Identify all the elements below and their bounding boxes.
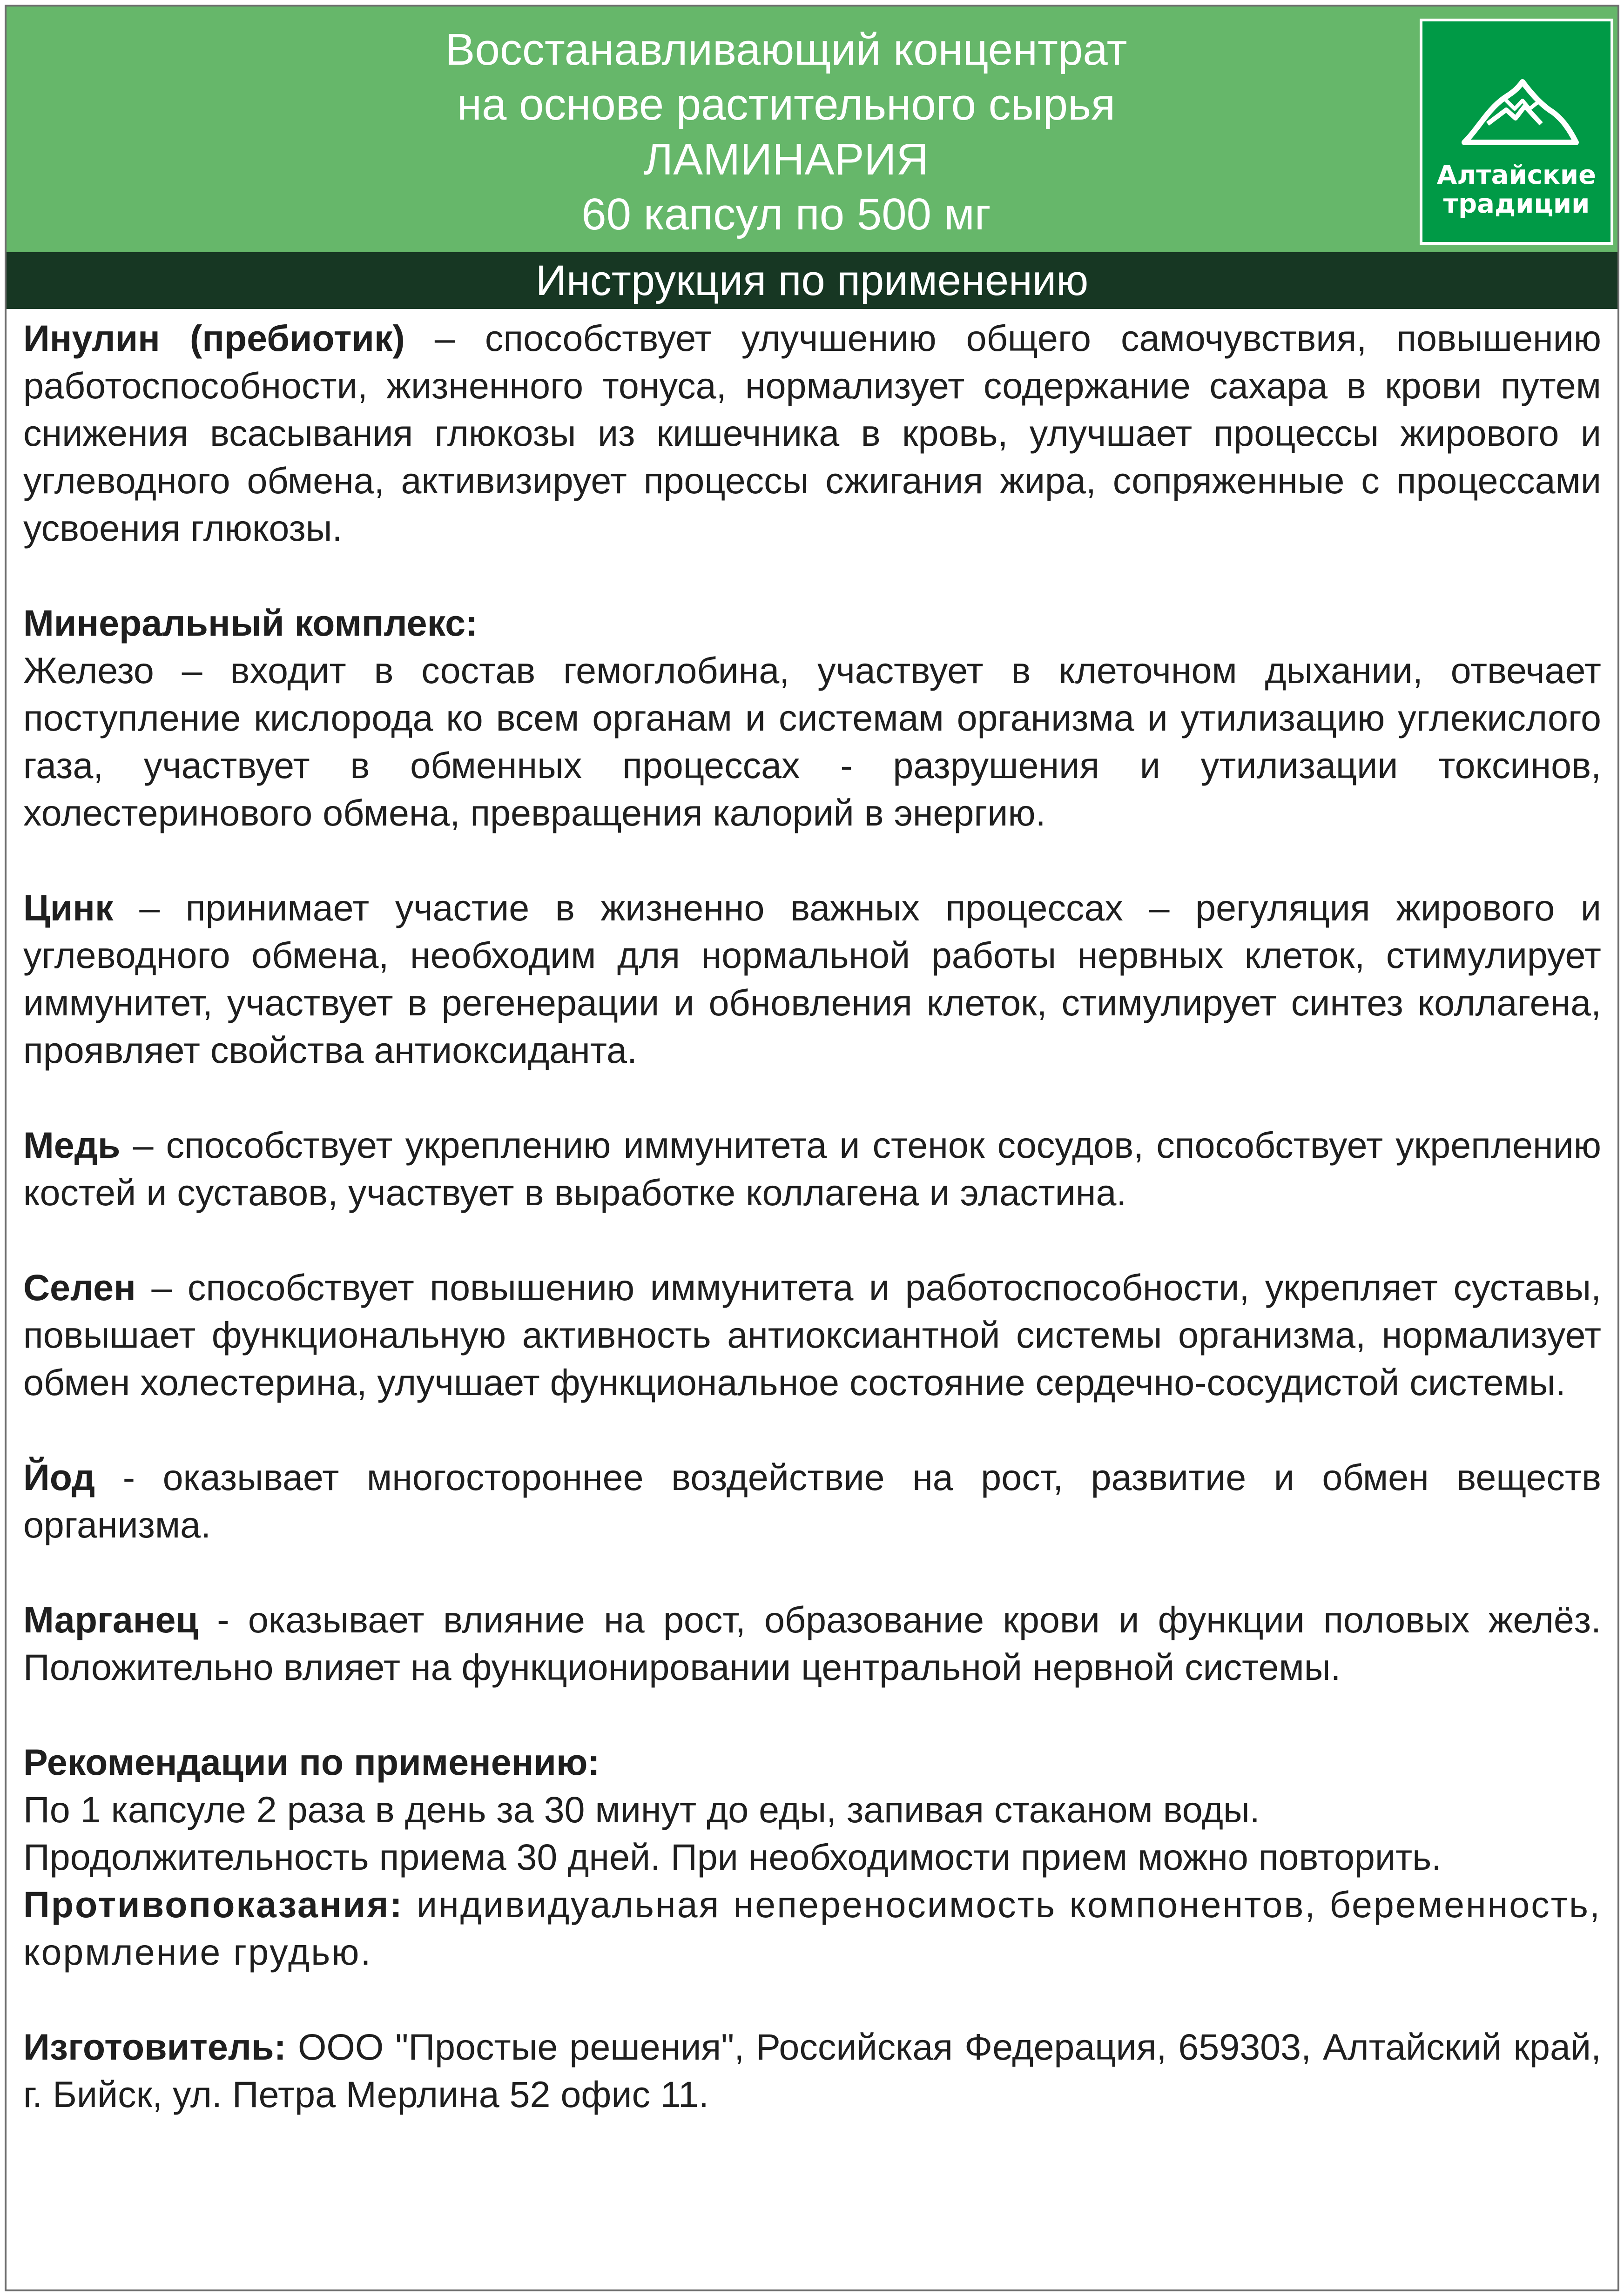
text-iron: Железо – входит в состав гемоглобина, участвует в клеточном дыхании, отвечает поступление кислорода ко всем органам и системам организма и утилизацию углекислого газа, участвует в обменных процессах - разрушения и утилизации токсинов, холестеринового обмена, превращения калорий в энергию. bbox=[23, 650, 1601, 833]
term-selenium: Селен bbox=[23, 1267, 136, 1308]
brand-name-line-1: Алтайские bbox=[1436, 160, 1597, 190]
text-inulin: – способствует улучшению общего самочувствия, повышению работоспособности, жизненного тонуса, нормализует содержание сахара в крови путем снижения всасывания глюкозы из кишечника в кровь, улучшает процессы жирового и углеводного обмена, активизирует процессы сжигания жира, сопряженные с процессами усвоения глюкозы. bbox=[23, 317, 1601, 549]
section-zinc bbox=[23, 884, 1601, 1074]
text-manufacturer: ООО "Простые решения", Российская Федерация, 659303, Алтайский край, г. Бийск, ул. Петра Мерлина 52 офис 11. bbox=[23, 2026, 1601, 2115]
title-line-1: Восстанавливающий концентрат bbox=[445, 25, 1127, 74]
recommendation-line-1: По 1 капсуле 2 раза в день за 30 минут до еды, запивая стаканом воды. bbox=[23, 1789, 1260, 1830]
term-contraindications: Противопоказания: bbox=[23, 1884, 404, 1925]
instruction-heading: Инструкция по применению bbox=[7, 252, 1617, 309]
term-manganese: Марганец bbox=[23, 1599, 199, 1640]
instruction-body bbox=[23, 315, 1601, 2118]
brand-name-line-2: традиции bbox=[1443, 189, 1590, 219]
header-banner bbox=[7, 7, 1617, 252]
term-manufacturer: Изготовитель: bbox=[23, 2026, 286, 2068]
brand-name bbox=[1422, 161, 1611, 219]
section-iodine bbox=[23, 1454, 1601, 1549]
recommendation-line-2: Продолжительность приема 30 дней. При необходимости прием можно повторить. bbox=[23, 1836, 1442, 1878]
mountain-logo-icon bbox=[1460, 73, 1579, 152]
section-minerals bbox=[23, 599, 1601, 837]
section-manufacturer bbox=[23, 2023, 1601, 2118]
title-line-3: ЛАМИНАРИЯ bbox=[644, 134, 929, 184]
section-recommendations bbox=[23, 1739, 1601, 1976]
text-iodine: - оказывает многостороннее воздействие на рост, развитие и обмен веществ организма. bbox=[23, 1457, 1601, 1545]
text-contraindications: индивидуальная непереносимость компонентов, беременность, кормление грудью. bbox=[23, 1884, 1601, 1973]
title-line-2: на основе растительного сырья bbox=[457, 80, 1116, 129]
heading-minerals: Минеральный комплекс: bbox=[23, 602, 478, 644]
text-selenium: – способствует повышению иммунитета и работоспособности, укрепляет суставы, повышает функциональную активность антиоксиантной системы организма, нормализует обмен холестерина, улучшает функциональное состояние сердечно-сосудистой системы. bbox=[23, 1267, 1601, 1403]
term-copper: Медь bbox=[23, 1124, 121, 1166]
section-selenium bbox=[23, 1264, 1601, 1406]
text-manganese: - оказывает влияние на рост, образование крови и функции половых желёз. Положительно влияет на функционировании центральной нервной системы. bbox=[23, 1599, 1601, 1688]
title-line-4: 60 капсул по 500 мг bbox=[581, 189, 991, 239]
text-copper: – способствует укреплению иммунитета и стенок сосудов, способствует укреплению костей и суставов, участвует в выработке коллагена и эластина. bbox=[23, 1124, 1601, 1213]
section-inulin bbox=[23, 315, 1601, 552]
term-zinc: Цинк bbox=[23, 887, 114, 928]
term-iodine: Йод bbox=[23, 1457, 95, 1498]
product-title bbox=[7, 22, 1566, 242]
section-copper bbox=[23, 1121, 1601, 1216]
text-zinc: – принимает участие в жизненно важных процессах – регуляция жирового и углеводного обмена, необходим для нормальной работы нервных клеток, стимулирует иммунитет, участвует в регенерации и обновления клеток, стимулирует синтез коллагена, проявляет свойства антиоксиданта. bbox=[23, 887, 1601, 1071]
section-manganese bbox=[23, 1596, 1601, 1691]
brand-logo bbox=[1420, 19, 1613, 245]
heading-recommendations: Рекомендации по применению: bbox=[23, 1741, 600, 1783]
term-inulin: Инулин (пребиотик) bbox=[23, 317, 405, 359]
